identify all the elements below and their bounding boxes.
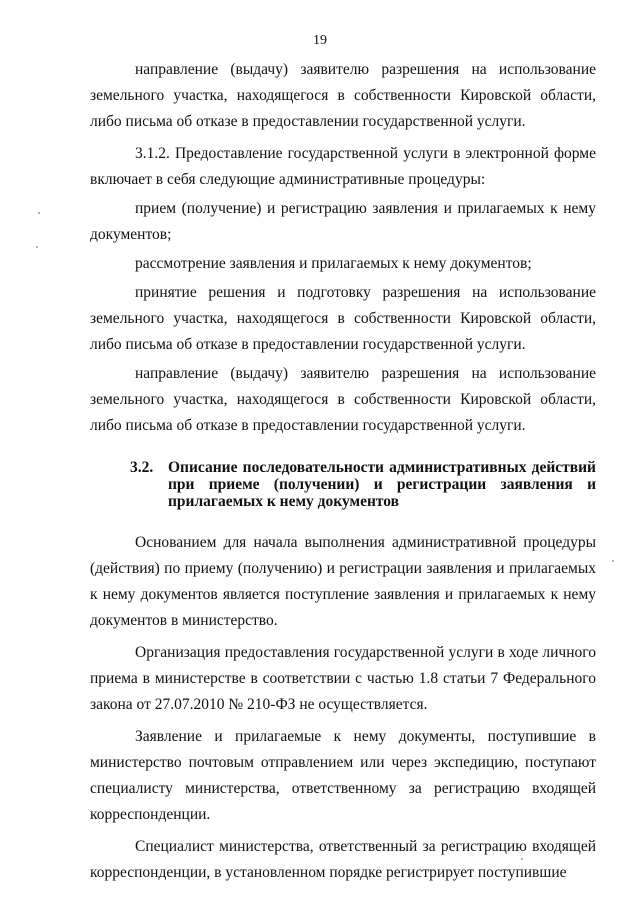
paragraph: Заявление и прилагаемые к нему документы, поступившие в министерство почтовым отправлением или через экспедицию, поступают специалисту министерства, ответственному за регистрацию входящей корреспонденции. — [90, 728, 596, 823]
paragraph: Организация предоставления государственной услуги в ходе личного приема в министерстве в соответствии с частью 1.8 статьи 7 Федерального закона от 27.07.2010 № 210-ФЗ не осуществляется. — [90, 644, 596, 713]
paragraph: рассмотрение заявления и прилагаемых к нему документов; — [135, 255, 532, 272]
scan-speck — [612, 560, 614, 562]
section-number: 3.2. — [130, 459, 154, 476]
scan-speck — [36, 246, 38, 248]
page-number: 19 — [313, 33, 327, 48]
scan-speck — [38, 212, 40, 214]
scan-speck — [521, 858, 523, 860]
paragraph: принятие решения и подготовку разрешения на использование земельного участка, находящегося в собственности Кировской области, либо письма об отказе в предоставлении государственной услуги. — [90, 284, 596, 353]
paragraph: Основанием для начала выполнения административной процедуры (действия) по приему (получению) и регистрации заявления и прилагаемых к нему документов является поступление заявления и прилагаемых к нему документов в министерство. — [90, 534, 596, 629]
page-content — [90, 57, 596, 886]
paragraph: направление (выдачу) заявителю разрешения на использование земельного участка, находящегося в собственности Кировской области, либо письма об отказе в предоставлении государственной услуги. — [90, 61, 596, 130]
section-heading — [90, 459, 596, 510]
section-title: Описание последовательности административных действий при приеме (получении) и регистрации заявления и прилагаемых к нему документов — [168, 459, 596, 510]
paragraph: прием (получение) и регистрацию заявления и прилагаемых к нему документов; — [90, 200, 596, 243]
paragraph: направление (выдачу) заявителю разрешения на использование земельного участка, находящегося в собственности Кировской области, либо письма об отказе в предоставлении государственной услуги. — [90, 365, 596, 434]
paragraph: 3.1.2. Предоставление государственной услуги в электронной форме включает в себя следующие административные процедуры: — [90, 145, 596, 188]
paragraph: Специалист министерства, ответственный за регистрацию входящей корреспонденции, в установленном порядке регистрирует поступившие — [90, 838, 596, 881]
